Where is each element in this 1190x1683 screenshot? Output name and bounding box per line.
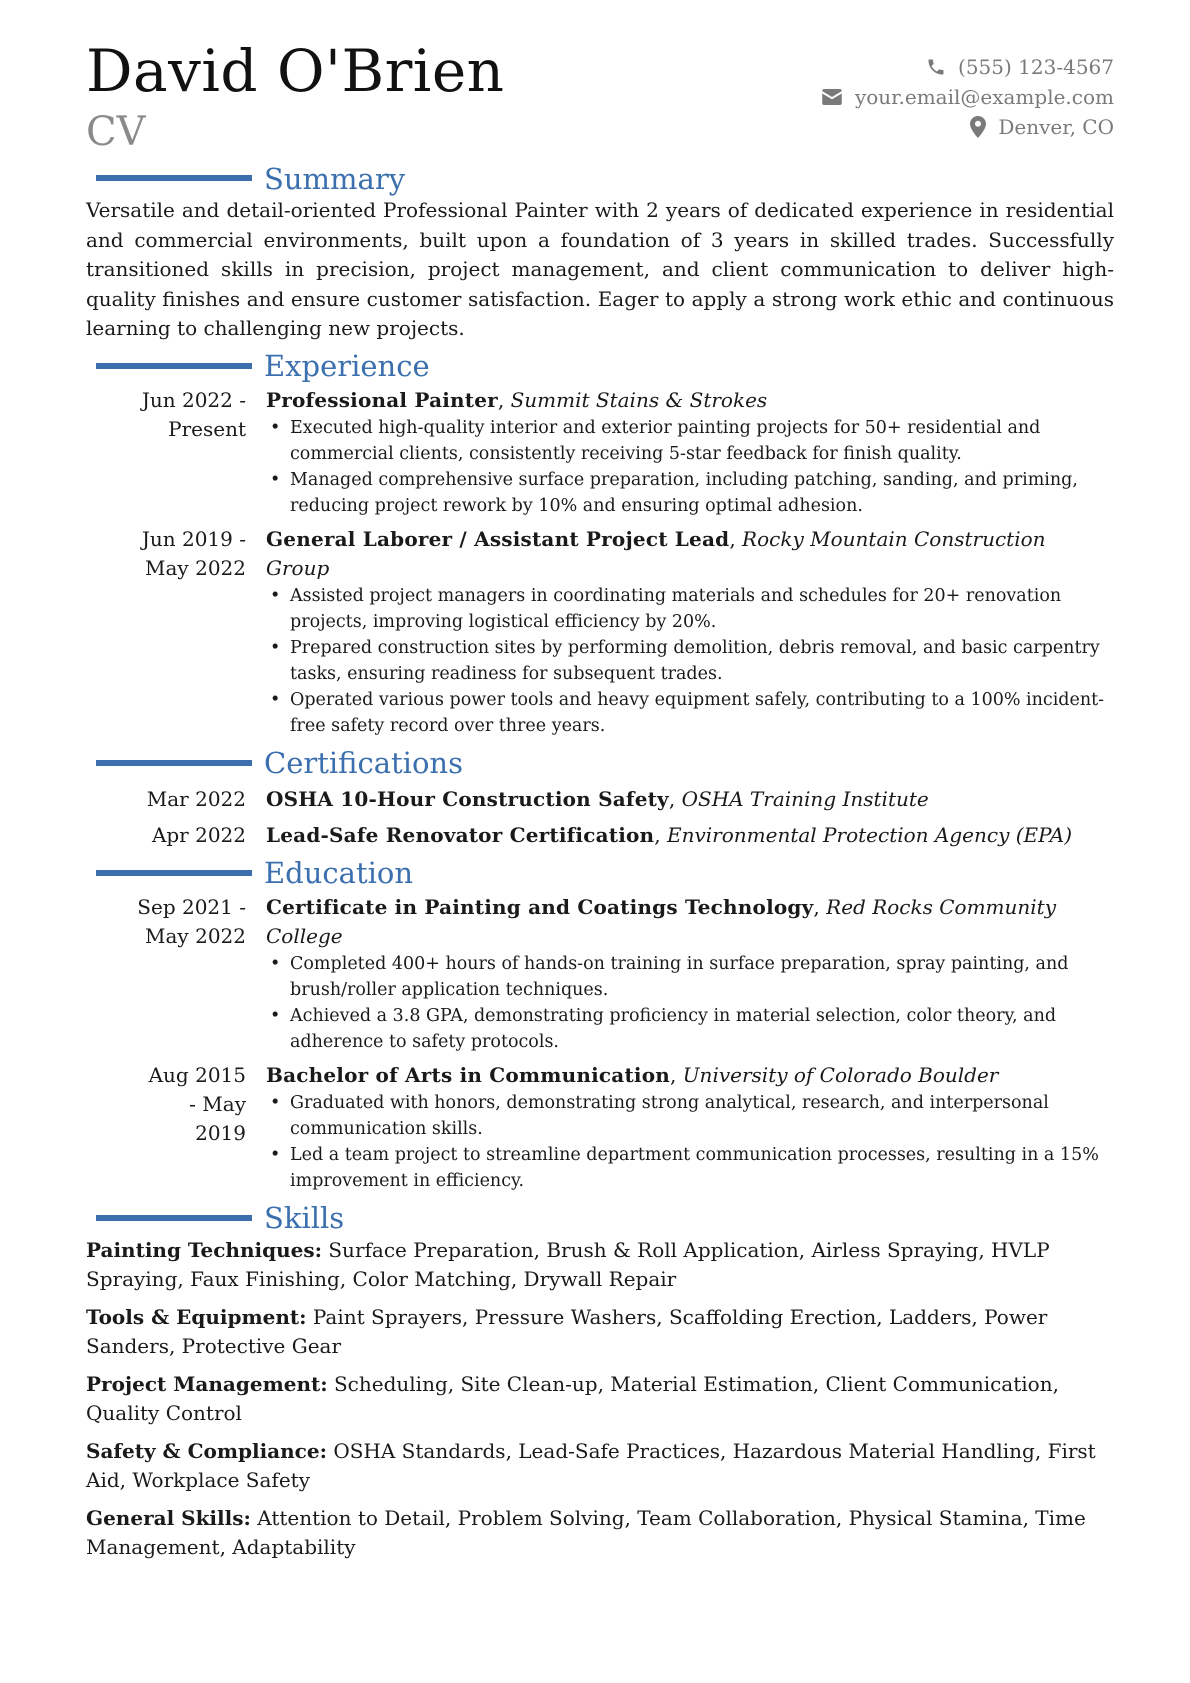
- section-title: Skills: [264, 1201, 345, 1235]
- skill-category: Project Management:: [86, 1371, 328, 1396]
- skill-values: Scheduling, Site Clean-up, Material Estimation, Client Communication, Quality Control: [86, 1371, 1059, 1425]
- school: University of Colorado Boulder: [682, 1062, 999, 1087]
- education-entry: [86, 893, 1114, 1055]
- job-title: Professional Painter: [266, 387, 498, 412]
- location-row: [821, 112, 1114, 142]
- bullet-list: [266, 583, 1114, 739]
- section-accent-bar: [96, 870, 252, 876]
- skill-group: [86, 1504, 1114, 1562]
- entry-dates: [86, 1061, 246, 1194]
- resume-page: [86, 0, 1114, 1571]
- list-item: • Assisted project managers in coordinating materials and schedules for 20+ renovation projects, improving logistical efficiency by 20%.: [290, 583, 1114, 635]
- section-accent-bar: [96, 175, 252, 181]
- phone-link[interactable]: (555) 123-4567: [958, 55, 1114, 79]
- dates-text: Sep 2021 - May 2022: [137, 894, 246, 948]
- degree: Certificate in Painting and Coatings Technology: [266, 894, 814, 919]
- phone-icon: [926, 57, 946, 77]
- entry-body: Certificate in Painting and Coatings Technology, Red Rocks Community College • Completed 400+ hours of hands-on training in surface preparation, spray painting, and brush/roller application techniques. • Achieved a 3.8 GPA, demonstrating proficiency in material selection, color theory, and adherence to safety protocols.: [266, 893, 1114, 1055]
- list-item: • Graduated with honors, demonstrating strong analytical, research, and interpersonal communication skills.: [290, 1090, 1114, 1142]
- bullet-list: [266, 415, 1114, 519]
- certifications-heading: [86, 745, 1114, 781]
- email-row: [821, 82, 1114, 112]
- skills-heading: [86, 1200, 1114, 1236]
- bullet-list: [266, 951, 1114, 1055]
- degree: Bachelor of Arts in Communication: [266, 1062, 670, 1087]
- education-entry: [86, 1061, 1114, 1194]
- section-title: Summary: [264, 161, 406, 196]
- contact-info: [821, 52, 1114, 142]
- list-item: • Executed high-quality interior and exterior painting projects for 50+ residential and commercial clients, consistently receiving 5-star feedback for finish quality.: [290, 415, 1114, 467]
- skill-group: [86, 1437, 1114, 1495]
- list-item: • Managed comprehensive surface preparation, including patching, sanding, and priming, reducing project rework by 10% and ensuring optimal adhesion.: [290, 467, 1114, 519]
- summary-heading: [86, 160, 1114, 196]
- list-item: • Achieved a 3.8 GPA, demonstrating proficiency in material selection, color theory, and adherence to safety protocols.: [290, 1003, 1114, 1055]
- cert-issuer: OSHA Training Institute: [681, 786, 929, 811]
- dates-text: Jun 2022 - Present: [141, 387, 246, 441]
- entry-dates: [86, 386, 246, 519]
- cert-date: Mar 2022: [146, 786, 246, 811]
- location-text: Denver, CO: [998, 115, 1114, 139]
- envelope-icon: [821, 89, 843, 105]
- cert-date: Apr 2022: [151, 822, 246, 847]
- experience-entry: [86, 386, 1114, 519]
- section-title: Certifications: [264, 746, 463, 780]
- email-link[interactable]: your.email@example.com: [854, 85, 1114, 109]
- list-item: • Operated various power tools and heavy equipment safely, contributing to a 100% incident-free safety record over three years.: [290, 687, 1114, 739]
- candidate-name: David O'Brien: [86, 37, 505, 105]
- certification-entry: Apr 2022 Lead-Safe Renovator Certification, Environmental Protection Agency (EPA): [86, 817, 1114, 853]
- entry-body: Professional Painter, Summit Stains & Strokes • Executed high-quality interior and exterior painting projects for 50+ residential and commercial clients, consistently receiving 5-star feedback for finish quality. • Managed comprehensive surface preparation, including patching, sanding, and priming, reducing project rework by 10% and ensuring optimal adhesion.: [266, 386, 1114, 519]
- summary-text: Versatile and detail-oriented Professional Painter with 2 years of dedicated experience in residential and commercial environments, built upon a foundation of 3 years in skilled trades. Successfully transitioned skills in precision, project management, and client communication to deliver high-quality finishes and ensure customer satisfaction. Eager to apply a strong work ethic and continuous learning to challenging new projects.: [86, 198, 1114, 340]
- section-accent-bar: [96, 1215, 252, 1221]
- certification-entry: Mar 2022 OSHA 10-Hour Construction Safety, OSHA Training Institute: [86, 781, 1114, 817]
- section-accent-bar: [96, 363, 252, 369]
- skill-category: Tools & Equipment:: [86, 1304, 307, 1329]
- experience-entry: [86, 525, 1114, 739]
- skill-values: Attention to Detail, Problem Solving, Team Collaboration, Physical Stamina, Time Management, Adaptability: [86, 1505, 1086, 1559]
- cert-name: Lead-Safe Renovator Certification: [266, 822, 655, 847]
- skill-group: [86, 1370, 1114, 1428]
- education-heading: [86, 855, 1114, 891]
- resume-header: [86, 0, 1114, 160]
- entry-body: General Laborer / Assistant Project Lead, Rocky Mountain Construction Group • Assisted project managers in coordinating materials and schedules for 20+ renovation projects, improving logistical efficiency by 20%. • Prepared construction sites by performing demolition, debris removal, and basic carpentry tasks, ensuring readiness for subsequent trades. • Operated various power tools and heavy equipment safely, contributing to a 100% incident-free safety record over three years.: [266, 525, 1114, 739]
- employer: Rocky Mountain Construction Group: [266, 526, 1046, 580]
- experience-heading: [86, 348, 1114, 384]
- cert-name: OSHA 10-Hour Construction Safety: [266, 786, 669, 811]
- phone-row: [821, 52, 1114, 82]
- entry-dates: [86, 525, 246, 739]
- job-title: General Laborer / Assistant Project Lead: [266, 526, 730, 551]
- skill-category: Safety & Compliance:: [86, 1438, 327, 1463]
- dates-text: Aug 2015 - May 2019: [148, 1062, 246, 1145]
- bullet-list: [266, 1090, 1114, 1194]
- employer: Summit Stains & Strokes: [510, 387, 768, 412]
- section-title: Experience: [264, 349, 430, 383]
- skill-values: Surface Preparation, Brush & Roll Application, Airless Spraying, HVLP Spraying, Faux Finishing, Color Matching, Drywall Repair: [86, 1237, 1050, 1291]
- entry-dates: [86, 893, 246, 1055]
- list-item: • Completed 400+ hours of hands-on training in surface preparation, spray painting, and brush/roller application techniques.: [290, 951, 1114, 1003]
- document-subtitle: CV: [86, 109, 146, 155]
- skill-group: [86, 1236, 1114, 1294]
- skill-group: [86, 1303, 1114, 1361]
- cert-issuer: Environmental Protection Agency (EPA): [667, 822, 1072, 847]
- list-item: • Prepared construction sites by performing demolition, debris removal, and basic carpentry tasks, ensuring readiness for subsequent trades.: [290, 635, 1114, 687]
- section-accent-bar: [96, 760, 252, 766]
- skill-values: Paint Sprayers, Pressure Washers, Scaffolding Erection, Ladders, Power Sanders, Protective Gear: [86, 1304, 1048, 1358]
- section-title: Education: [264, 856, 414, 890]
- entry-body: Bachelor of Arts in Communication, University of Colorado Boulder • Graduated with honors, demonstrating strong analytical, research, and interpersonal communication skills. • Led a team project to streamline department communication processes, resulting in a 15% improvement in efficiency.: [266, 1061, 1114, 1194]
- skill-category: Painting Techniques:: [86, 1237, 322, 1262]
- dates-text: Jun 2019 - May 2022: [141, 526, 246, 580]
- school: Red Rocks Community College: [266, 894, 1057, 948]
- list-item: • Led a team project to streamline department communication processes, resulting in a 15% improvement in efficiency.: [290, 1142, 1114, 1194]
- map-pin-icon: [970, 116, 986, 138]
- skill-category: General Skills:: [86, 1505, 251, 1530]
- skill-values: OSHA Standards, Lead-Safe Practices, Hazardous Material Handling, First Aid, Workplace Safety: [86, 1438, 1096, 1492]
